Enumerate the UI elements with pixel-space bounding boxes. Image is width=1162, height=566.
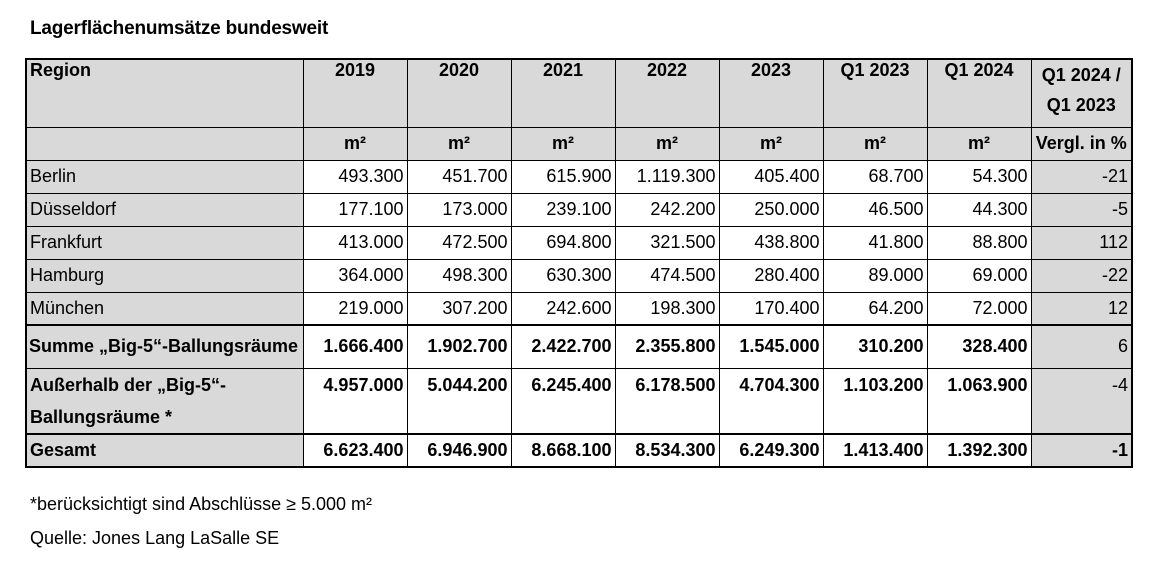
value-cell: 451.700 (407, 160, 511, 193)
summe-row (26, 325, 1132, 368)
value-cell: 328.400 (927, 325, 1031, 368)
region-cell: Frankfurt (26, 226, 303, 259)
value-cell: 1.902.700 (407, 325, 511, 368)
value-cell: 44.300 (927, 193, 1031, 226)
value-cell: 68.700 (823, 160, 927, 193)
value-cell: 69.000 (927, 259, 1031, 292)
value-cell: 630.300 (511, 259, 615, 292)
unit-2021: m² (511, 127, 615, 160)
unit-2023: m² (719, 127, 823, 160)
value-cell: 413.000 (303, 226, 407, 259)
footnote: *berücksichtigt sind Abschlüsse ≥ 5.000 m² (30, 494, 373, 514)
value-cell: 4.957.000 (303, 368, 407, 434)
value-cell: 242.200 (615, 193, 719, 226)
value-cell: 1.413.400 (823, 434, 927, 467)
header-q1-2024: Q1 2024 (927, 59, 1031, 127)
value-cell: 1.119.300 (615, 160, 719, 193)
value-cell: 170.400 (719, 292, 823, 325)
unit-comparison: Vergl. in % (1031, 127, 1132, 160)
pct-cell: -4 (1031, 368, 1132, 434)
header-2020: 2020 (407, 59, 511, 127)
value-cell: 219.000 (303, 292, 407, 325)
value-cell: 6.249.300 (719, 434, 823, 467)
value-cell: 1.545.000 (719, 325, 823, 368)
pct-cell: 6 (1031, 325, 1132, 368)
value-cell: 64.200 (823, 292, 927, 325)
value-cell: 8.668.100 (511, 434, 615, 467)
pct-cell: 12 (1031, 292, 1132, 325)
unit-2019: m² (303, 127, 407, 160)
pct-cell: -22 (1031, 259, 1132, 292)
ausserhalb-row (26, 368, 1132, 434)
header-row (26, 59, 1132, 127)
header-2021: 2021 (511, 59, 615, 127)
value-cell: 405.400 (719, 160, 823, 193)
value-cell: 472.500 (407, 226, 511, 259)
data-table (25, 58, 1133, 468)
header-region: Region (26, 59, 303, 127)
pct-cell: -1 (1031, 434, 1132, 467)
value-cell: 438.800 (719, 226, 823, 259)
value-cell: 474.500 (615, 259, 719, 292)
value-cell: 694.800 (511, 226, 615, 259)
value-cell: 173.000 (407, 193, 511, 226)
value-cell: 6.245.400 (511, 368, 615, 434)
value-cell: 4.704.300 (719, 368, 823, 434)
value-cell: 498.300 (407, 259, 511, 292)
value-cell: 72.000 (927, 292, 1031, 325)
gesamt-region-cell: Gesamt (26, 434, 303, 467)
region-cell: Hamburg (26, 259, 303, 292)
unit-q1-2024: m² (927, 127, 1031, 160)
pct-cell: -5 (1031, 193, 1132, 226)
region-cell: München (26, 292, 303, 325)
header-q1-2023: Q1 2023 (823, 59, 927, 127)
summe-region-cell: Summe „Big-5“-Ballungsräume (26, 325, 303, 368)
value-cell: 615.900 (511, 160, 615, 193)
unit-q1-2023: m² (823, 127, 927, 160)
value-cell: 1.103.200 (823, 368, 927, 434)
header-2019: 2019 (303, 59, 407, 127)
units-row (26, 127, 1132, 160)
region-cell: Düsseldorf (26, 193, 303, 226)
value-cell: 88.800 (927, 226, 1031, 259)
value-cell: 1.392.300 (927, 434, 1031, 467)
unit-region (26, 127, 303, 160)
table-row (26, 193, 1132, 226)
table-row (26, 160, 1132, 193)
unit-2022: m² (615, 127, 719, 160)
value-cell: 2.422.700 (511, 325, 615, 368)
ausserhalb-region-cell (26, 368, 303, 434)
unit-2020: m² (407, 127, 511, 160)
ausserhalb-label-line2: Ballungsräume * (30, 406, 173, 427)
value-cell: 54.300 (927, 160, 1031, 193)
value-cell: 89.000 (823, 259, 927, 292)
table-row (26, 259, 1132, 292)
pct-cell: -21 (1031, 160, 1132, 193)
ausserhalb-label-line1: Außerhalb der „Big-5“- (30, 374, 227, 395)
header-2023: 2023 (719, 59, 823, 127)
gesamt-row (26, 434, 1132, 467)
value-cell: 6.623.400 (303, 434, 407, 467)
value-cell: 493.300 (303, 160, 407, 193)
value-cell: 250.000 (719, 193, 823, 226)
table-row (26, 292, 1132, 325)
value-cell: 198.300 (615, 292, 719, 325)
header-comparison: Q1 2024 / Q1 2023 (1031, 59, 1132, 127)
value-cell: 321.500 (615, 226, 719, 259)
table-row (26, 226, 1132, 259)
value-cell: 8.534.300 (615, 434, 719, 467)
value-cell: 2.355.800 (615, 325, 719, 368)
table-title: Lagerflächenumsätze bundesweit (30, 18, 329, 39)
value-cell: 239.100 (511, 193, 615, 226)
value-cell: 1.666.400 (303, 325, 407, 368)
value-cell: 307.200 (407, 292, 511, 325)
value-cell: 1.063.900 (927, 368, 1031, 434)
value-cell: 6.946.900 (407, 434, 511, 467)
value-cell: 242.600 (511, 292, 615, 325)
value-cell: 364.000 (303, 259, 407, 292)
value-cell: 41.800 (823, 226, 927, 259)
value-cell: 280.400 (719, 259, 823, 292)
region-cell: Berlin (26, 160, 303, 193)
value-cell: 5.044.200 (407, 368, 511, 434)
value-cell: 177.100 (303, 193, 407, 226)
header-2022: 2022 (615, 59, 719, 127)
value-cell: 46.500 (823, 193, 927, 226)
source-note: Quelle: Jones Lang LaSalle SE (30, 528, 280, 548)
value-cell: 310.200 (823, 325, 927, 368)
pct-cell: 112 (1031, 226, 1132, 259)
value-cell: 6.178.500 (615, 368, 719, 434)
